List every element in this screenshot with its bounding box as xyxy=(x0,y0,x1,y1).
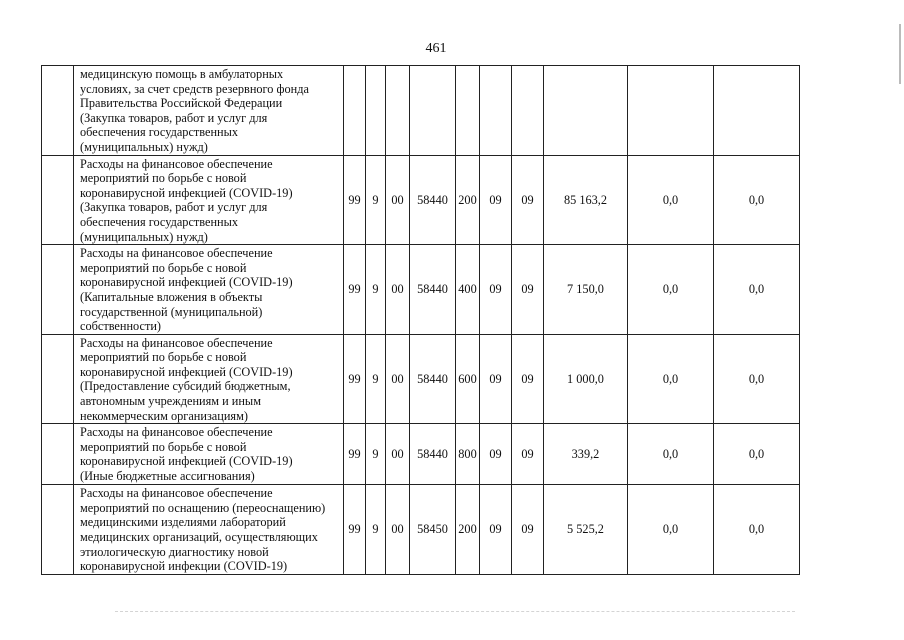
section-code-cell xyxy=(480,66,512,156)
direction-code-cell: 58440 xyxy=(410,334,456,424)
row-index-cell xyxy=(42,155,74,245)
amount-year1-cell: 339,2 xyxy=(544,424,628,485)
direction-code-cell: 58450 xyxy=(410,485,456,575)
section-code-cell: 09 xyxy=(480,155,512,245)
direction-code-cell: 58440 xyxy=(410,245,456,335)
amount-year2-cell: 0,0 xyxy=(628,424,714,485)
expense-type-cell: 600 xyxy=(456,334,480,424)
subsection-code-cell: 09 xyxy=(512,245,544,335)
main-activity-code-cell: 00 xyxy=(386,334,410,424)
subsection-code-cell: 09 xyxy=(512,334,544,424)
main-activity-code-cell: 00 xyxy=(386,155,410,245)
row-index-cell xyxy=(42,485,74,575)
row-description: Расходы на финансовое обеспечение мероприятий по борьбе с новой коронавирусной инфекцией (COVID-19) (Иные бюджетные ассигнования) xyxy=(74,424,344,485)
program-code-cell: 99 xyxy=(344,334,366,424)
amount-year3-cell: 0,0 xyxy=(714,485,800,575)
subsection-code-cell: 09 xyxy=(512,155,544,245)
direction-code-cell xyxy=(410,66,456,156)
amount-year1-cell: 7 150,0 xyxy=(544,245,628,335)
row-index-cell xyxy=(42,66,74,156)
table-row xyxy=(42,485,800,575)
expense-type-cell: 200 xyxy=(456,155,480,245)
program-code-cell: 99 xyxy=(344,485,366,575)
table-row xyxy=(42,66,800,156)
expense-type-cell: 400 xyxy=(456,245,480,335)
table-row xyxy=(42,245,800,335)
amount-year3-cell xyxy=(714,66,800,156)
main-activity-code-cell: 00 xyxy=(386,245,410,335)
row-index-cell xyxy=(42,424,74,485)
row-description: Расходы на финансовое обеспечение мероприятий по борьбе с новой коронавирусной инфекцией (COVID-19) (Закупка товаров, работ и услуг для обеспечения государственных (муниципальных) нужд) xyxy=(74,155,344,245)
row-description: медицинскую помощь в амбулаторных условиях, за счет средств резервного фонда Правительства Российской Федерации (Закупка товаров, работ и услуг для обеспечения государственных (муниципальных) нужд) xyxy=(74,66,344,156)
amount-year2-cell: 0,0 xyxy=(628,155,714,245)
amount-year1-cell: 5 525,2 xyxy=(544,485,628,575)
program-code-cell: 99 xyxy=(344,155,366,245)
row-index-cell xyxy=(42,334,74,424)
subprogram-code-cell xyxy=(366,66,386,156)
amount-year1-cell: 85 163,2 xyxy=(544,155,628,245)
amount-year3-cell: 0,0 xyxy=(714,245,800,335)
budget-table xyxy=(41,65,800,575)
program-code-cell xyxy=(344,66,366,156)
subprogram-code-cell: 9 xyxy=(366,485,386,575)
row-description: Расходы на финансовое обеспечение мероприятий по оснащению (переоснащению) медицинскими изделиями лабораторий медицинских организаций, осуществляющих этиологическую диагностику новой коронавирусной инфекции (COVID-19) xyxy=(74,485,344,575)
subprogram-code-cell: 9 xyxy=(366,245,386,335)
section-code-cell: 09 xyxy=(480,245,512,335)
table-row xyxy=(42,334,800,424)
amount-year2-cell: 0,0 xyxy=(628,245,714,335)
table-row xyxy=(42,424,800,485)
amount-year2-cell: 0,0 xyxy=(628,485,714,575)
table-row xyxy=(42,155,800,245)
amount-year1-cell: 1 000,0 xyxy=(544,334,628,424)
program-code-cell: 99 xyxy=(344,245,366,335)
subsection-code-cell: 09 xyxy=(512,424,544,485)
amount-year3-cell: 0,0 xyxy=(714,155,800,245)
row-description: Расходы на финансовое обеспечение мероприятий по борьбе с новой коронавирусной инфекцией (COVID-19) (Капитальные вложения в объекты государственной (муниципальной) собственности) xyxy=(74,245,344,335)
amount-year3-cell: 0,0 xyxy=(714,334,800,424)
amount-year2-cell xyxy=(628,66,714,156)
amount-year1-cell xyxy=(544,66,628,156)
program-code-cell: 99 xyxy=(344,424,366,485)
main-activity-code-cell: 00 xyxy=(386,485,410,575)
amount-year3-cell: 0,0 xyxy=(714,424,800,485)
section-code-cell: 09 xyxy=(480,424,512,485)
page-number: 461 xyxy=(425,41,447,56)
scan-edge-line xyxy=(899,24,901,84)
row-description: Расходы на финансовое обеспечение мероприятий по борьбе с новой коронавирусной инфекцией (COVID-19) (Предоставление субсидий бюджетным, автономным учреждениям и иным некоммерческим организациям) xyxy=(74,334,344,424)
expense-type-cell: 800 xyxy=(456,424,480,485)
expense-type-cell xyxy=(456,66,480,156)
section-code-cell: 09 xyxy=(480,485,512,575)
subsection-code-cell xyxy=(512,66,544,156)
direction-code-cell: 58440 xyxy=(410,424,456,485)
amount-year2-cell: 0,0 xyxy=(628,334,714,424)
main-activity-code-cell xyxy=(386,66,410,156)
scan-artifact-line xyxy=(115,611,795,613)
row-index-cell xyxy=(42,245,74,335)
subsection-code-cell: 09 xyxy=(512,485,544,575)
subprogram-code-cell: 9 xyxy=(366,155,386,245)
section-code-cell: 09 xyxy=(480,334,512,424)
main-activity-code-cell: 00 xyxy=(386,424,410,485)
expense-type-cell: 200 xyxy=(456,485,480,575)
subprogram-code-cell: 9 xyxy=(366,424,386,485)
subprogram-code-cell: 9 xyxy=(366,334,386,424)
direction-code-cell: 58440 xyxy=(410,155,456,245)
